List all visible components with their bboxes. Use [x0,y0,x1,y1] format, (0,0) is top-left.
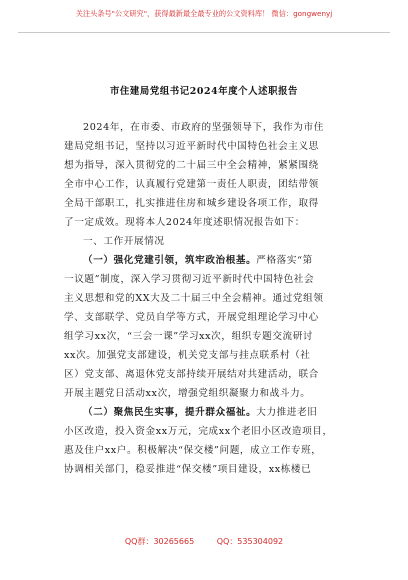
footer-qq-group: QQ群：30265665 [124,537,195,546]
body-line: 全市中心工作，认真履行党建第一责任人职责，团结带领 [64,179,319,190]
body-line: 了一定成效。现将本人2024年度述职情况报告如下： [64,217,305,228]
body-line [64,403,346,422]
subsection-lead: （二）聚焦民生实事，提升群众福祉。 [83,407,257,418]
body-line: 全局干部职工，扎实推进住房和城乡建设各项工作，取得 [64,198,319,209]
body-line: 主义思想和党的XX大及二十届三中全会精神。通过党组领 [64,293,324,304]
footer-contact [0,535,408,549]
body-line: 学、支部联学、党员自学等方式，开展党组理论学习中心 [64,312,319,323]
footer-qq-number: QQ：535304092 [216,537,284,546]
document-body [64,118,346,479]
body-line: 一议题”制度，深入学习贯彻习近平新时代中国特色社会 [64,274,315,285]
body-line: 协调相关部门，稳妥推进“保交楼”项目建设，xx栋楼已 [64,464,312,475]
body-line: 建局党组书记，坚持以习近平新时代中国特色社会主义思 [64,141,319,152]
body-line: 区）党支部、离退休党支部持续开展结对共建活动，联合 [64,369,319,380]
subsection-lead: （一）强化党建引领，筑牢政治根基。 [83,255,257,266]
section-heading: 一、工作开展情况 [83,236,165,247]
body-line: 小区改造，投入资金xx万元，完成xx个老旧小区改造项目， [64,426,333,437]
body-line: 开展主题党日活动xx次，增强党组织凝聚力和战斗力。 [64,388,311,399]
body-line-text: 严格落实“第 [256,255,313,266]
body-line [64,251,346,270]
body-line: 2024年，在市委、市政府的坚强领导下，我作为市住 [83,122,324,133]
header-divider [18,32,390,33]
body-line: 惠及住户xx户。积极解决“保交楼”问题，成立工作专班， [64,445,322,456]
body-line: xx次。加强党支部建设，机关党支部与挂点联系村（社 [64,350,311,361]
body-line: 组学习xx次，“三会一课”学习xx次，组织专题交流研讨 [64,331,314,342]
header-promo-note: 关注头条号"公文研究"，获得最新最全最专业的公文资料库！ 微信：gongwenyj [75,9,333,18]
body-line-text: 大力推进老旧 [256,407,318,418]
body-line: 想为指导，深入贯彻党的二十届三中全会精神，紧紧围绕 [64,160,319,171]
document-title: 市住建局党组书记2024年度个人述职报告 [109,86,299,97]
